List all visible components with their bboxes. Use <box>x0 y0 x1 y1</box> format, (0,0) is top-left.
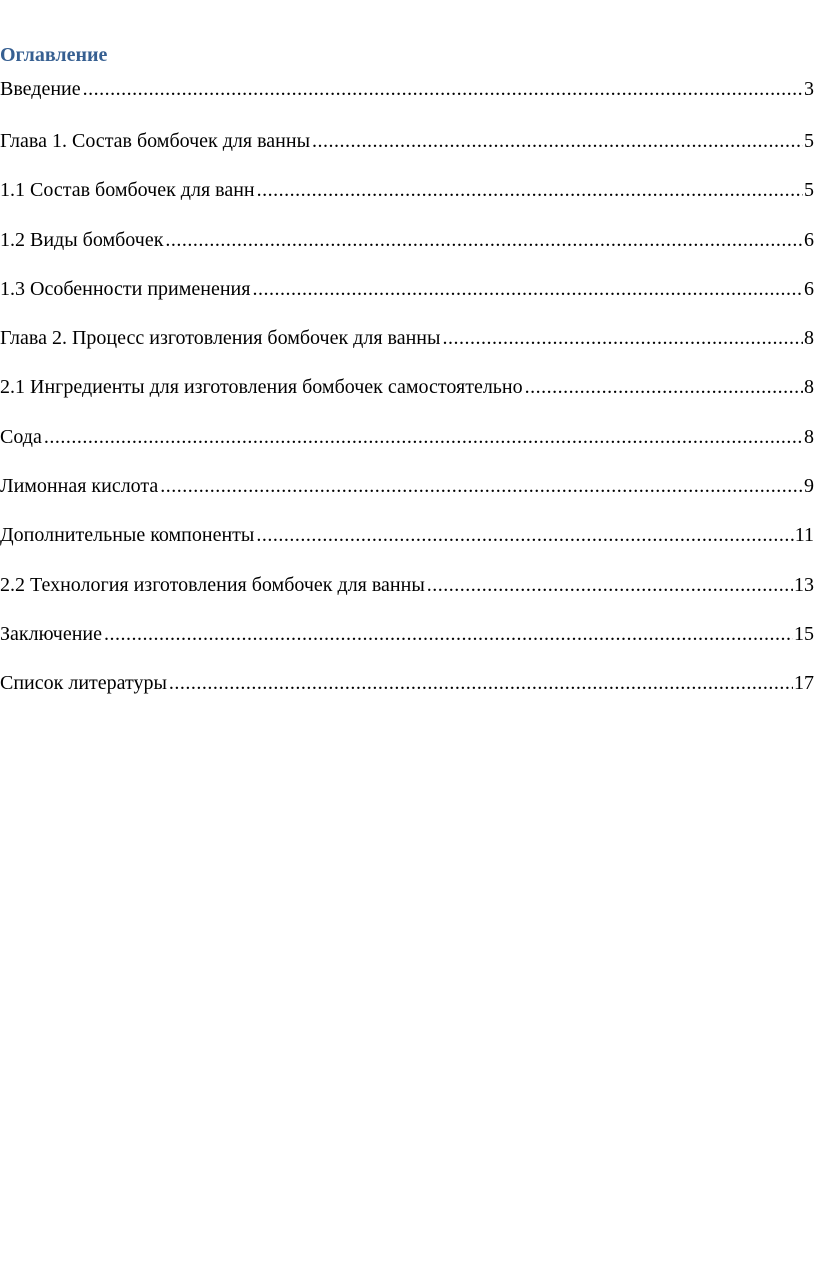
toc-page-number: 6 <box>804 228 814 251</box>
toc-entry-title: Заключение <box>0 622 102 645</box>
toc-entry-introduction[interactable] <box>0 74 814 104</box>
toc-entry-title: Глава 2. Процесс изготовления бомбочек для ванны <box>0 327 441 350</box>
toc-entry-additional-components[interactable] <box>0 520 814 550</box>
toc-entry-references[interactable] <box>0 668 814 698</box>
toc-entry-title: 2.2 Технология изготовления бомбочек для ванны <box>0 573 425 596</box>
toc-entry-section-2-2[interactable] <box>0 570 814 600</box>
toc-entry-section-1-1[interactable] <box>0 175 814 205</box>
toc-page-number: 5 <box>804 130 814 152</box>
toc-dot-leader <box>257 175 803 205</box>
toc-dot-leader <box>256 520 793 550</box>
toc-entry-title: 1.1 Состав бомбочек для ванн <box>0 179 255 202</box>
toc-page-number: 8 <box>804 425 814 448</box>
toc-page-number: 8 <box>804 327 814 350</box>
toc-entry-citric-acid[interactable] <box>0 471 814 501</box>
table-of-contents <box>0 74 814 718</box>
toc-entry-section-1-3[interactable] <box>0 274 814 304</box>
toc-dot-leader <box>312 126 803 156</box>
toc-heading: Оглавление <box>0 44 108 66</box>
toc-dot-leader <box>44 422 803 452</box>
toc-entry-title: Введение <box>0 78 81 100</box>
toc-page-number: 11 <box>794 524 814 547</box>
toc-entry-soda[interactable] <box>0 422 814 452</box>
toc-page-number: 17 <box>794 672 814 695</box>
toc-page-number: 3 <box>804 78 814 100</box>
toc-dot-leader <box>165 225 803 255</box>
toc-dot-leader <box>442 323 803 353</box>
toc-page-number: 15 <box>794 622 814 645</box>
toc-dot-leader <box>104 619 793 649</box>
toc-entry-section-2-1[interactable] <box>0 372 814 402</box>
toc-entry-chapter-1[interactable] <box>0 126 814 156</box>
toc-entry-title: 1.3 Особенности применения <box>0 277 251 300</box>
toc-entry-title: 1.2 Виды бомбочек <box>0 228 164 251</box>
toc-page-number: 8 <box>804 376 814 399</box>
toc-entry-title: Дополнительные компоненты <box>0 524 255 547</box>
toc-entry-title: Лимонная кислота <box>0 475 159 498</box>
toc-dot-leader <box>83 74 803 104</box>
toc-dot-leader <box>427 570 793 600</box>
toc-entry-conclusion[interactable] <box>0 619 814 649</box>
toc-entry-title: Глава 1. Состав бомбочек для ванны <box>0 130 311 152</box>
toc-dot-leader <box>169 668 793 698</box>
toc-dot-leader <box>525 372 803 402</box>
toc-entry-section-1-2[interactable] <box>0 225 814 255</box>
toc-dot-leader <box>252 274 803 304</box>
toc-entry-title: Сода <box>0 425 42 448</box>
toc-entry-chapter-2[interactable] <box>0 323 814 353</box>
toc-entry-title: Список литературы <box>0 672 167 695</box>
toc-page-number: 9 <box>804 475 814 498</box>
toc-entry-title: 2.1 Ингредиенты для изготовления бомбочек самостоятельно <box>0 376 523 399</box>
toc-page-number: 6 <box>804 277 814 300</box>
toc-page-number: 13 <box>794 573 814 596</box>
toc-page-number: 5 <box>804 179 814 202</box>
toc-dot-leader <box>160 471 803 501</box>
